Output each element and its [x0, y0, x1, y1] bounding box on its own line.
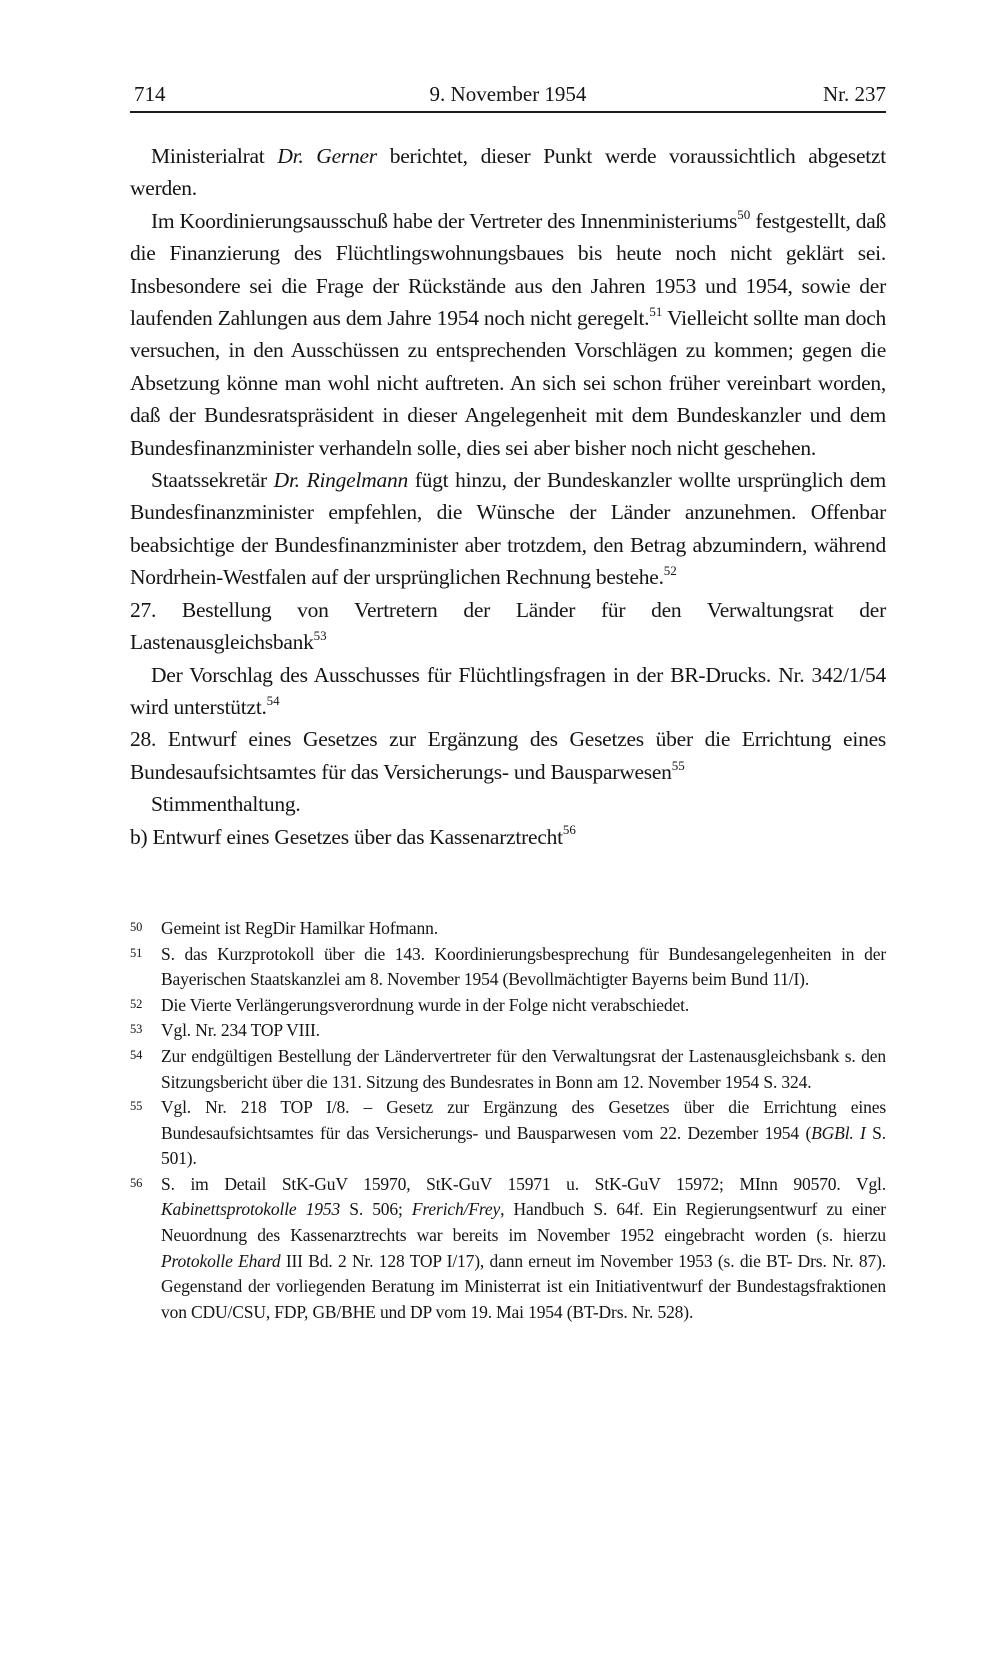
emphasis-text: Dr. Gerner: [277, 144, 377, 168]
footnote-number: 51: [130, 945, 143, 960]
footnote-ref: 53: [313, 627, 327, 643]
footnote-number: 50: [130, 919, 143, 934]
text-run: Zur endgültigen Bestellung der Ländervertreter für den Verwaltungsrat der Lastenausgleichsbank s. den Sitzungsbericht über die 131. Sitzung des Bundesrates in Bonn am 12. November 1954 S. 324.: [161, 1045, 886, 1092]
body-paragraph: [130, 140, 886, 205]
text-run: Die Vierte Verlängerungsverordnung wurde in der Folge nicht verabschiedet.: [161, 994, 690, 1015]
footnote-text: [161, 1046, 886, 1092]
text-run: Gemeint ist RegDir Hamilkar Hofmann.: [161, 917, 438, 938]
footnote-text: [161, 1020, 320, 1040]
footnote-number: 52: [130, 996, 143, 1011]
text-run: Vgl. Nr. 234 TOP VIII.: [161, 1020, 320, 1041]
text-run: 27. Bestellung von Vertretern der Länder für den Verwaltungsrat der Lastenausgleichsbank: [130, 597, 886, 655]
footnote-ref: 51: [649, 303, 663, 319]
text-run: Der Vorschlag des Ausschusses für Flüchtlingsfragen in der BR-Drucks. Nr. 342/1/54 wird unterstützt.: [130, 662, 886, 719]
document-body: [130, 140, 886, 853]
footnote-text: [161, 995, 689, 1015]
text-run: Vielleicht sollte man doch versuchen, in den Ausschüssen zu entsprechenden Vorschlägen zu kommen; gegen die Absetzung könne man wohl nicht auftreten. An sich sei schon früher vereinbart worden, daß der Bundesratspräsident in dieser Angelegenheit mit dem Bundeskanzler und dem Bundesfinanzminister verhandeln solle, dies sei aber bisher noch nicht geschehen.: [130, 306, 887, 460]
text-run: b) Entwurf eines Gesetzes über das Kassenarztrecht: [130, 824, 563, 849]
footnote-number: 54: [130, 1047, 143, 1062]
emphasis-text: Kabinettsprotokolle 1953: [161, 1199, 341, 1220]
body-paragraph: [130, 205, 886, 464]
body-paragraph: [130, 594, 886, 659]
body-paragraph: [130, 788, 886, 820]
footnote-ref: 55: [671, 757, 685, 773]
footnote-text: [161, 944, 886, 990]
footnote-ref: 52: [663, 563, 677, 579]
text-run: S. das Kurzprotokoll über die 143. Koordinierungsbesprechung für Bundesangelegenheiten in der Bayerischen Staatskanzlei am 8. November 1954 (Bevollmächtigter Bayerns beim Bund 11/I).: [161, 943, 886, 990]
emphasis-text: BGBl. I: [811, 1122, 866, 1143]
text-run: S. im Detail StK-GuV 15970, StK-GuV 15971 u. StK-GuV 15972; MInn 90570. Vgl.: [161, 1173, 886, 1194]
text-run: S. 501).: [161, 1122, 886, 1169]
footnote: [130, 1018, 886, 1044]
footnote-number: 56: [130, 1175, 143, 1190]
footnote-text: [161, 1174, 886, 1322]
text-run: berichtet, dieser Punkt werde voraussichtlich abgesetzt werden.: [130, 144, 887, 201]
emphasis-text: Protokolle Ehard: [161, 1250, 281, 1271]
footnote: [130, 993, 886, 1019]
text-run: festgestellt, daß die Finanzierung des Flüchtlingswohnungsbaues bis heute noch nicht geklärt sei. Insbesondere sei die Frage der Rückstände aus den Jahren 1953 und 1954, sowie der laufenden Zahlungen aus dem Jahre 1954 noch nicht geregelt.: [130, 208, 887, 331]
footnote: [130, 1172, 886, 1326]
footnote-text: [161, 1097, 886, 1168]
body-paragraph: [130, 659, 886, 724]
text-run: III Bd. 2 Nr. 128 TOP I/17), dann erneut im November 1953 (s. die BT- Drs. Nr. 87). Gegenstand der vorliegenden Beratung im Ministerrat ist ein Initiativentwurf der Bundestagsfraktionen von CDU/CSU, FDP, GB/BHE und DP vom 19. Mai 1954 (BT-Drs. Nr. 528).: [161, 1250, 886, 1322]
footnote-ref: 56: [562, 822, 576, 838]
text-run: Im Koordinierungsausschuß habe der Vertreter des Innenministeriums: [151, 208, 738, 233]
header-date: 9. November 1954: [429, 82, 587, 106]
emphasis-text: Frerich/Frey: [411, 1199, 501, 1220]
footnote: [130, 1095, 886, 1172]
text-run: fügt hinzu, der Bundeskanzler wollte ursprünglich dem Bundesfinanzminister empfehlen, die Wünsche der Länder anzunehmen. Offenbar beabsichtige der Bundesfinanzminister aber trotzdem, den Betrag abzumindern, während Nordrhein-Westfalen auf der ursprünglichen Rechnung bestehe.: [130, 468, 887, 590]
text-run: Vgl. Nr. 218 TOP I/8. – Gesetz zur Ergänzung des Gesetzes über die Errichtung eines Bundesaufsichtsamtes für das Versicherungs- und Bausparwesen vom 22. Dezember 1954 (: [161, 1097, 886, 1143]
header-rule: [130, 111, 886, 113]
text-run: Ministerialrat: [151, 144, 278, 168]
page-header: [130, 82, 886, 106]
body-paragraph: [130, 821, 886, 853]
page-content: [130, 82, 886, 1325]
body-paragraph: [130, 464, 886, 594]
document-number: Nr. 237: [823, 82, 886, 106]
page-number: 714: [134, 82, 166, 106]
footnote-text: [161, 918, 438, 938]
footnote: [130, 942, 886, 993]
footnote-number: 55: [130, 1099, 143, 1114]
text-run: 28. Entwurf eines Gesetzes zur Ergänzung des Gesetzes über die Errichtung eines Bundesaufsichtsamtes für das Versicherungs- und Bausparwesen: [130, 727, 886, 784]
footnote-number: 53: [130, 1022, 143, 1037]
body-paragraph: [130, 723, 886, 788]
footnote: [130, 916, 886, 942]
text-run: , Handbuch S. 64f. Ein Regierungsentwurf zu einer Neuordnung des Kassenarztrechts war bereits im November 1952 eingebracht worden (s. hierzu: [161, 1199, 886, 1246]
footnote-ref: 54: [266, 692, 280, 708]
text-run: Staatssekretär: [151, 468, 274, 493]
footnotes-section: [130, 916, 886, 1326]
footnote-ref: 50: [737, 206, 751, 222]
text-run: S. 506;: [340, 1199, 412, 1220]
emphasis-text: Dr. Ringelmann: [273, 468, 408, 493]
footnote: [130, 1044, 886, 1095]
text-run: Stimmenthaltung.: [151, 792, 301, 817]
